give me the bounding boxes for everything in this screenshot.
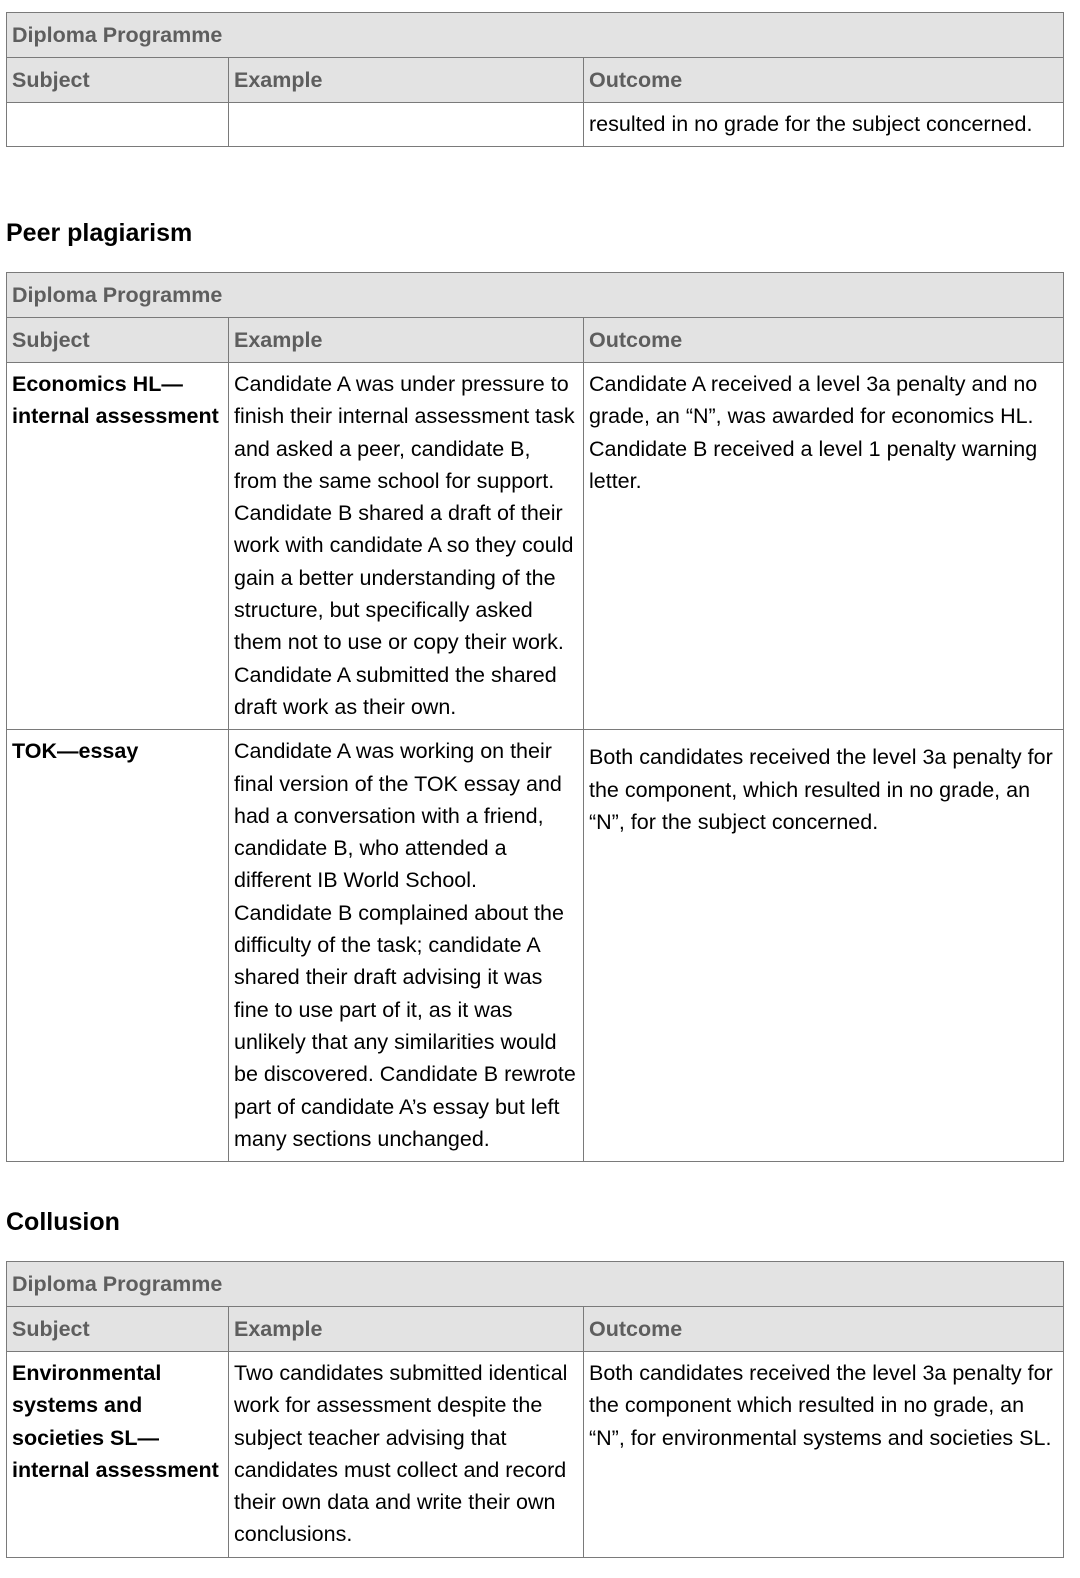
outcome-cell: Candidate A received a level 3a penalty and no grade, an “N”, was awarded for economics HL. Candidate B received a level 1 penalty warning letter. <box>584 363 1064 730</box>
outcome-header: Outcome <box>584 58 1064 103</box>
programme-header: Diploma Programme <box>7 1262 1064 1307</box>
table-peer-plagiarism <box>6 272 1064 1162</box>
programme-header: Diploma Programme <box>7 273 1064 318</box>
example-cell: Candidate A was under pressure to finish their internal assessment task and asked a peer, candidate B, from the same school for support. Candidate B shared a draft of their work with candidate A so they could gain a better understanding of the structure, but specifically asked them not to use or copy their work. Candidate A submitted the shared draft work as their own. <box>229 363 584 730</box>
example-header: Example <box>229 318 584 363</box>
subject-cell: TOK—essay <box>7 730 229 1162</box>
subject-cell: Economics HL—internal assessment <box>7 363 229 730</box>
example-header: Example <box>229 58 584 103</box>
table-row <box>7 730 1064 1162</box>
example-cell: Two candidates submitted identical work for assessment despite the subject teacher advising that candidates must collect and record their own data and write their own conclusions. <box>229 1352 584 1558</box>
subject-cell <box>7 103 229 147</box>
table-row <box>7 103 1064 147</box>
outcome-cell: Both candidates received the level 3a penalty for the component which resulted in no grade, an “N”, for environmental systems and societies SL. <box>584 1352 1064 1558</box>
table-continued <box>6 12 1064 147</box>
section-heading-peer-plagiarism: Peer plagiarism <box>6 219 193 247</box>
subject-header: Subject <box>7 58 229 103</box>
outcome-cell: resulted in no grade for the subject concerned. <box>584 103 1064 147</box>
table-collusion <box>6 1261 1064 1558</box>
programme-header: Diploma Programme <box>7 13 1064 58</box>
example-cell <box>229 103 584 147</box>
table-row <box>7 1352 1064 1558</box>
outcome-header: Outcome <box>584 318 1064 363</box>
subject-cell: Environmental systems and societies SL—internal assessment <box>7 1352 229 1558</box>
section-heading-collusion: Collusion <box>6 1208 120 1236</box>
subject-header: Subject <box>7 1307 229 1352</box>
outcome-cell: Both candidates received the level 3a penalty for the component, which resulted in no grade, an “N”, for the subject concerned. <box>584 730 1064 1162</box>
subject-header: Subject <box>7 318 229 363</box>
example-header: Example <box>229 1307 584 1352</box>
table-row <box>7 363 1064 730</box>
outcome-header: Outcome <box>584 1307 1064 1352</box>
example-cell: Candidate A was working on their final version of the TOK essay and had a conversation with a friend, candidate B, who attended a different IB World School. Candidate B complained about the difficulty of the task; candidate A shared their draft advising it was fine to use part of it, as it was unlikely that any similarities would be discovered. Candidate B rewrote part of candidate A’s essay but left many sections unchanged. <box>229 730 584 1162</box>
